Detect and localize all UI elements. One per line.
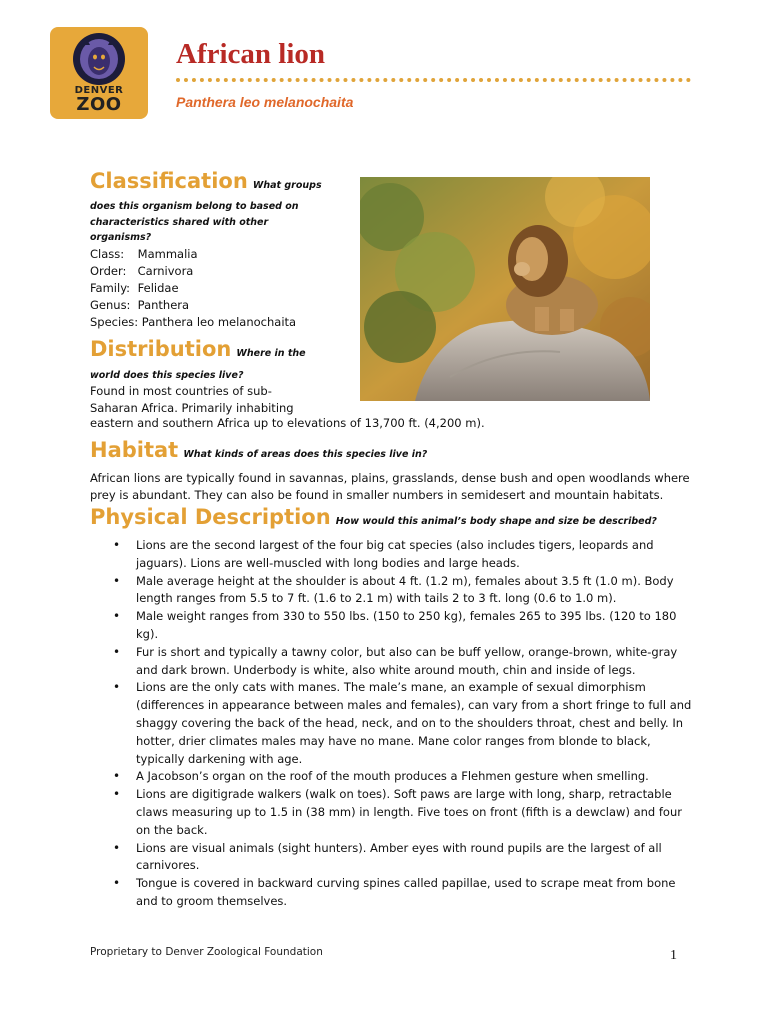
order-value: Carnivora (137, 264, 194, 278)
list-item: • Male average height at the shoulder is about 4 ft. (1.2 m), females about 3.5 ft (1.0 m). Body length ranges from 5.5 to 7 ft. (1.6 to 2.1 m) with tails 2 to 3 ft. long (0.6 to 1.0 m). (113, 573, 674, 606)
classification-row (90, 314, 350, 331)
habitat-heading: Habitat (90, 438, 179, 462)
list-item: • Lions are the second largest of the four big cat species (also includes tigers, leopards and jaguars). Lions are well-muscled with long bodies and large heads. (113, 538, 654, 570)
physical-heading: Physical Description (90, 505, 331, 529)
classification-question-2: does this organism belong to based on (90, 201, 299, 212)
habitat-section (90, 435, 690, 504)
distribution-line3: eastern and southern Africa up to elevations of 13,700 ft. (4,200 m). (90, 416, 485, 430)
page-number: 1 (670, 948, 677, 963)
logo-line2: ZOO (76, 94, 122, 115)
list-item: • Tongue is covered in backward curving spines called papillae, used to scrape meat from bone and to groom themselves. (113, 876, 676, 908)
species-value: Panthera leo melanochaita (141, 315, 297, 329)
dotted-divider (176, 78, 691, 82)
species-label: Species: (90, 315, 139, 329)
order-label: Order: (90, 264, 127, 278)
list-item: • Fur is short and typically a tawny color, but also can be buff yellow, orange-brown, white-gray and dark brown. Underbody is white, also white around mouth, chin and inside of legs. (113, 644, 678, 677)
list-item: • Male weight ranges from 330 to 550 lbs. (150 to 250 kg), females 265 to 395 lbs. (120 to 180 kg). (113, 609, 677, 641)
classification-row (90, 246, 350, 263)
habitat-body: African lions are typically found in savannas, plains, grasslands, dense bush and open woodlands where prey is abundant. They can also be found in smaller numbers in semidesert and mountain habitats. (90, 471, 690, 502)
distribution-heading: Distribution (90, 337, 232, 361)
list-item: • A Jacobson’s organ on the roof of the mouth produces a Flehmen gesture when smelling. (113, 769, 649, 784)
physical-bullet-list (90, 537, 692, 911)
distribution-question-2: world does this species live? (90, 370, 244, 381)
scientific-name: Panthera leo melanochaita (176, 94, 354, 110)
bullet-text: Male weight ranges from 330 to 550 lbs. (150 to 250 kg), females 265 to 395 lbs. (120 to 180 kg). (136, 609, 677, 641)
distribution-question-1: Where in the (236, 348, 306, 359)
bullet-text: Lions are the only cats with manes. The male’s mane, an example of sexual dimorphism (differences in appearance between males and females), can vary from a short fringe to full and shaggy covering the back of the head, neck, and on to the shoulders throat, chest and belly. In hotter, drier climates males may have no mane. Mane color ranges from blonde to black, typically darkening with age. (136, 680, 692, 766)
classification-question-1: What groups (252, 180, 322, 191)
list-item: • Lions are visual animals (sight hunters). Amber eyes with round pupils are the largest of all carnivores. (113, 840, 662, 873)
classification-question-4: organisms? (90, 232, 152, 243)
classification-heading: Classification (90, 169, 248, 193)
list-item: • Lions are digitigrade walkers (walk on toes). Soft paws are large with long, sharp, retractable claws measuring up to 1.5 in (38 mm) in length. Five toes on front (fifth is a dewclaw) and four on the back. (113, 787, 682, 837)
class-label: Class: (90, 247, 125, 261)
logo-line1: DENVER (74, 85, 124, 96)
bullet-text: Male average height at the shoulder is about 4 ft. (1.2 m), females about 3.5 ft (1.0 m). Body length ranges from 5.5 to 7 ft. (1.6 to 2.1 m) with tails 2 to 3 ft. long (0.6 to 1.0 m). (136, 573, 674, 606)
habitat-question: What kinds of areas does this species live in? (183, 449, 428, 460)
classification-row (90, 280, 350, 297)
distribution-line1: Found in most countries of sub- (90, 384, 272, 398)
bullet-text: Lions are visual animals (sight hunters). Amber eyes with round pupils are the largest of all carnivores. (136, 840, 662, 873)
page-title: African lion (176, 38, 326, 70)
family-label: Family: (90, 281, 131, 295)
footer-text: Proprietary to Denver Zoological Foundation (90, 946, 323, 958)
bullet-text: Lions are the second largest of the four big cat species (also includes tigers, leopards and jaguars). Lions are well-muscled with long bodies and large heads. (136, 538, 654, 570)
bullet-text: Lions are digitigrade walkers (walk on toes). Soft paws are large with long, sharp, retractable claws measuring up to 1.5 in (38 mm) in length. Five toes on front (fifth is a dewclaw) and four on the back. (136, 787, 682, 837)
physical-section (90, 502, 690, 911)
genus-value: Panthera (137, 298, 190, 312)
genus-label: Genus: (90, 298, 131, 312)
lion-photo (360, 177, 650, 401)
distribution-section (90, 334, 350, 417)
bullet-text: Fur is short and typically a tawny color, but also can be buff yellow, orange-brown, white-gray and dark brown. Underbody is white, also white around mouth, chin and inside of legs. (136, 644, 678, 677)
family-value: Felidae (137, 281, 179, 295)
bullet-text: Tongue is covered in backward curving spines called papillae, used to scrape meat from bone and to groom themselves. (136, 876, 676, 908)
class-value: Mammalia (137, 247, 198, 261)
denver-zoo-logo (50, 27, 148, 119)
classification-row (90, 263, 350, 280)
classification-section (90, 168, 350, 331)
classification-row (90, 297, 350, 314)
distribution-line2: Saharan Africa. Primarily inhabiting (90, 401, 294, 415)
bullet-text: A Jacobson’s organ on the roof of the mouth produces a Flehmen gesture when smelling. (136, 769, 649, 784)
classification-question-3: characteristics shared with other (90, 216, 269, 228)
physical-question: How would this animal’s body shape and size be described? (335, 516, 657, 527)
list-item: • Lions are the only cats with manes. The male’s mane, an example of sexual dimorphism (differences in appearance between males and females), can vary from a short fringe to full and shaggy covering the back of the head, neck, and on to the shoulders throat, chest and belly. In hotter, drier climates males may have no mane. Mane color ranges from blonde to black, typically darkening with age. (113, 680, 692, 766)
